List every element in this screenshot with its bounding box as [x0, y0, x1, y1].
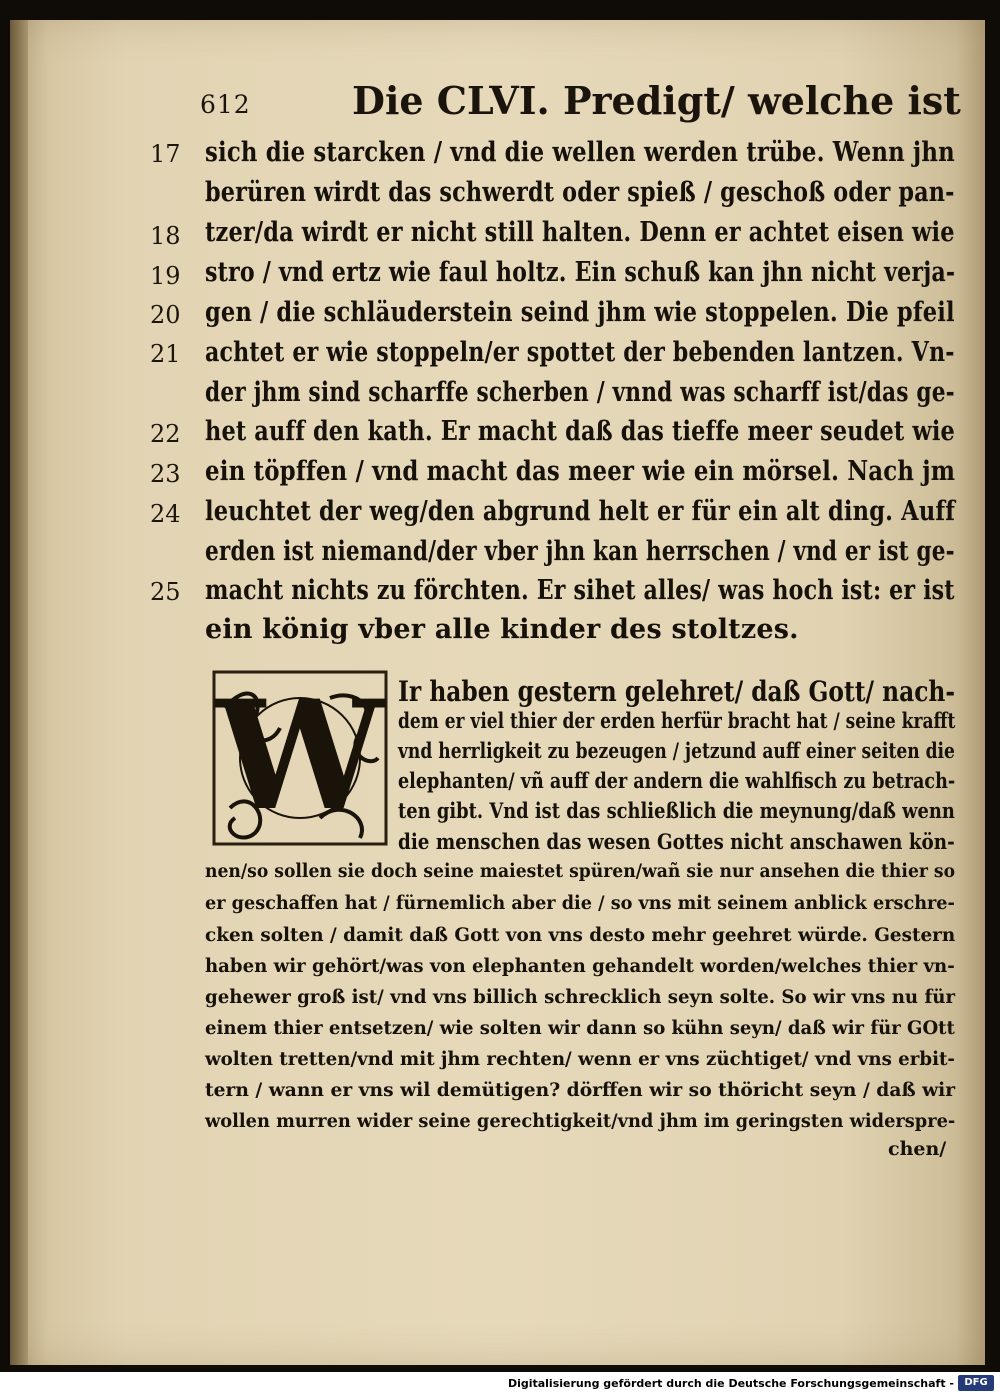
scripture-line: leuchtet der weg/den abgrund helt er für ein alt ding. Auff [205, 496, 956, 527]
sermon-line: dem er viel thier der erden herfür bracht hat / seine krafft [398, 708, 956, 733]
sermon-line: einem thier entsetzen/ wie solten wir dann so kühn seyn/ daß wir für GOtt [205, 1017, 955, 1039]
verse-number: 24 [150, 500, 181, 528]
verse-number: 25 [150, 578, 181, 606]
verse-number: 19 [150, 262, 181, 290]
scripture-line: gen / die schläuderstein seind jhm wie stoppelen. Die pfeil [205, 297, 955, 328]
initial-letter: W [215, 668, 385, 844]
sermon-line: haben wir gehört/was von elephanten gehandelt worden/welches thier vn- [205, 955, 955, 977]
sermon-line: tern / wann er vns wil demütigen? dörffen wir so thöricht seyn / daß wir [205, 1079, 956, 1101]
scripture-line: berüren wirdt das schwerdt oder spieß / geschoß oder pan- [205, 177, 955, 208]
scripture-line: macht nichts zu förchten. Er sihet alles/ was hoch ist: er ist [205, 575, 955, 606]
scripture-line: stro / vnd ertz wie faul holtz. Ein schuß kan jhn nicht verja- [205, 257, 956, 288]
sermon-line: elephanten/ vñ auff der andern die wahlfisch zu betrach- [398, 768, 956, 793]
running-head [200, 78, 961, 128]
sermon-line: cken solten / damit daß Gott von vns desto mehr geehret würde. Gestern [205, 924, 956, 946]
scripture-line: der jhm sind scharffe scherben / vnnd was scharff ist/das ge- [205, 377, 955, 408]
verse-number: 21 [150, 340, 181, 368]
verse-number: 22 [150, 420, 181, 448]
footer-bar [0, 1372, 1000, 1394]
sermon-line: wolten tretten/vnd mit jhm rechten/ wenn er vns züchtiget/ vnd vns erbit- [205, 1048, 955, 1070]
sermon-line: Ir haben gestern gelehret/ daß Gott/ nach- [398, 675, 956, 708]
verse-number: 18 [150, 222, 181, 250]
scripture-line: erden ist niemand/der vber jhn kan herrschen / vnd er ist ge- [205, 536, 955, 567]
scripture-line: tzer/da wirdt er nicht still halten. Denn er achtet eisen wie [205, 217, 955, 248]
scripture-line: ein töpffen / vnd macht das meer wie ein mörsel. Nach jm [205, 456, 956, 487]
verse-number: 20 [150, 301, 181, 329]
scripture-line: het auff den kath. Er macht daß das tieffe meer seudet wie [205, 416, 955, 447]
page-spine-edge [10, 20, 28, 1365]
scripture-line: sich die starcken / vnd die wellen werden trübe. Wenn jhn [205, 137, 955, 168]
footer-credit: Digitalisierung gefördert durch die Deutsche Forschungsgemeinschaft - [507, 1377, 954, 1390]
sermon-line: nen/so sollen sie doch seine maiestet spüren/wañ sie nur ansehen die thier so [205, 860, 956, 882]
scripture-line: achtet er wie stoppeln/er spottet der bebenden lantzen. Vn- [205, 337, 955, 368]
sermon-line: wollen murren wider seine gerechtigkeit/vnd jhm im geringsten widerspre- [205, 1110, 956, 1132]
verse-number: 17 [150, 140, 181, 168]
sermon-line: ten gibt. Vnd ist das schließlich die meynung/daß wenn [398, 798, 955, 823]
sermon-line: vnd herrligkeit zu bezeugen / jetzund auff einer seiten die [398, 738, 955, 763]
page-title: Die CLVI. Predigt/ welche ist [352, 78, 961, 123]
sermon-catchword: chen/ [888, 1138, 947, 1160]
dfg-logo: DFG [958, 1375, 994, 1391]
sermon-line: gehewer groß ist/ vnd vns billich schrecklich seyn solte. So wir vns nu für [205, 986, 956, 1008]
scripture-line: ein könig vber alle kinder des stoltzes. [205, 614, 799, 645]
page-number: 612 [200, 90, 251, 119]
sermon-line: die menschen das wesen Gottes nicht anschawen kön- [398, 829, 955, 854]
ornament-initial-graphic [210, 668, 390, 848]
verse-number: 23 [150, 460, 181, 488]
sermon-line: er geschaffen hat / fürnemlich aber die / so vns mit seinem anblick erschre- [205, 892, 955, 914]
decorated-initial [210, 668, 390, 848]
